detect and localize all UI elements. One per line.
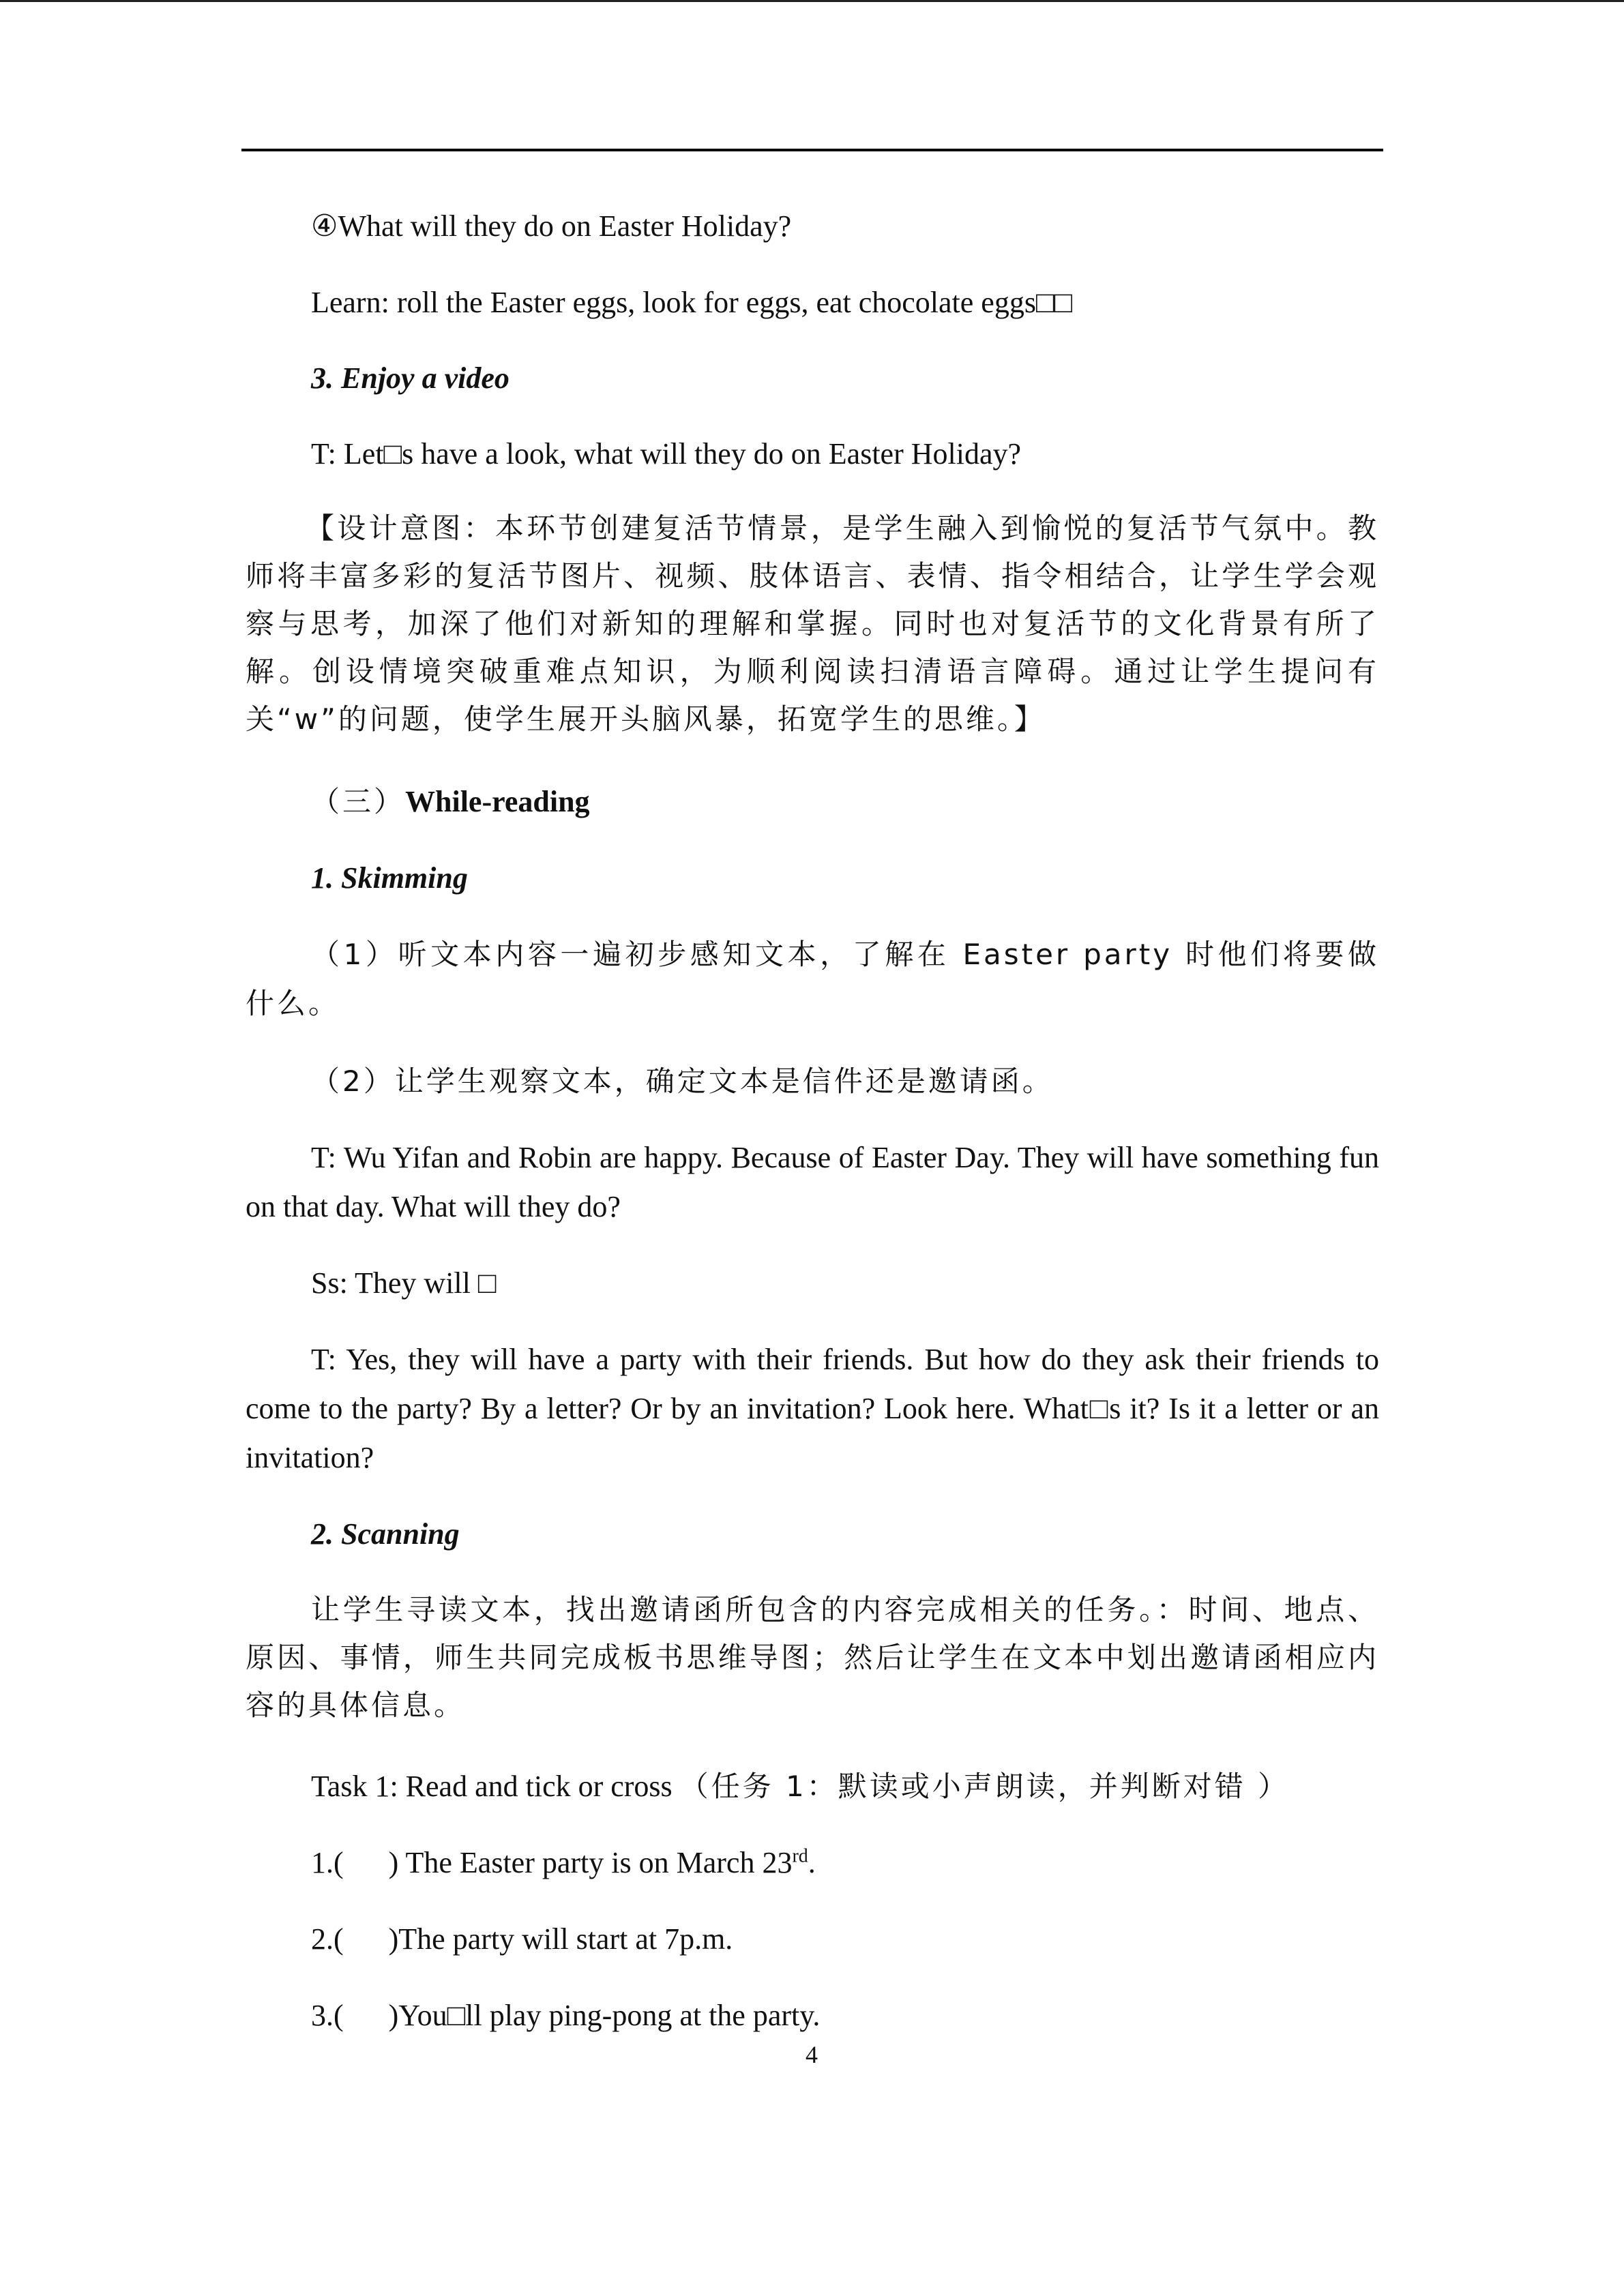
section-title: While-reading <box>405 785 590 818</box>
skimming-step-2: （2）让学生观察文本，确定文本是信件还是邀请函。 <box>311 1064 1054 1098</box>
enjoy-video-heading: 3. Enjoy a video <box>311 361 510 395</box>
students-reply: Ss: They will □ <box>311 1266 497 1300</box>
scanning-description: 让学生寻读文本，找出邀请函所包含的内容完成相关的任务。：时间、地点、原因、事情，师生共同完成板书思维导图；然后让学生在文本中划出邀请函相应内容的具体信息。 <box>246 1593 1379 1722</box>
lets-look-line: T: Let□s have a look, what will they do on Easter Holiday? <box>311 437 1022 471</box>
skimming-heading: 1. Skimming <box>311 861 468 895</box>
question-4: ④What will they do on Easter Holiday? <box>311 209 792 243</box>
section-while-reading <box>246 777 1379 826</box>
task-item-1 <box>246 1838 1379 1888</box>
task-item-3: 3.( )You□ll play ping-pong at the party. <box>311 1999 821 2032</box>
scanning-heading: 2. Scanning <box>311 1517 460 1551</box>
teacher-wu-yifan: T: Wu Yifan and Robin are happy. Because of Easter Day. They will have something fun on that day. What will they do? <box>246 1141 1379 1223</box>
teacher-yes-party: T: Yes, they will have a party with their friends. But how do they ask their friends to come to the party? By a letter? Or by an invitation? Look here. What□s it? Is it a letter or an invitation? <box>246 1343 1379 1474</box>
learn-line: Learn: roll the Easter eggs, look for eggs, eat chocolate eggs□□ <box>311 286 1073 319</box>
task-item-1-text: 1.( ) The Easter party is on March 23 <box>311 1846 793 1879</box>
task-1-english: Task 1: Read and tick or cross <box>311 1770 680 1803</box>
task-1-line <box>246 1762 1379 1811</box>
task-item-1-superscript: rd <box>792 1845 808 1867</box>
page-number: 4 <box>806 2041 818 2068</box>
design-intent-paragraph: 【设计意图：本环节创建复活节情景，是学生融入到愉悦的复活节气氛中。教师将丰富多彩的复活节图片、视频、肢体语言、表情、指令相结合，让学生学会观察与思考，加深了他们对新知的理解和掌握。同时也对复活节的文化背景有所了解。创设情境突破重难点知识，为顺利阅读扫清语言障碍。通过让学生提问有关“w”的问题，使学生展开头脑风暴，拓宽学生的思维。】 <box>246 511 1379 736</box>
task-item-2: 2.( )The party will start at 7p.m. <box>311 1922 733 1956</box>
skimming-step-1: （1）听文本内容一遍初步感知文本，了解在 Easter party 时他们将要做什么。 <box>246 938 1379 1020</box>
task-item-1-period: . <box>808 1846 816 1879</box>
header-rule <box>241 149 1383 151</box>
task-1-chinese: （任务 1：默读或小声朗读，并判断对错 ） <box>679 1770 1290 1803</box>
section-number: （三） <box>311 785 406 818</box>
page-top-border <box>0 0 1624 2</box>
